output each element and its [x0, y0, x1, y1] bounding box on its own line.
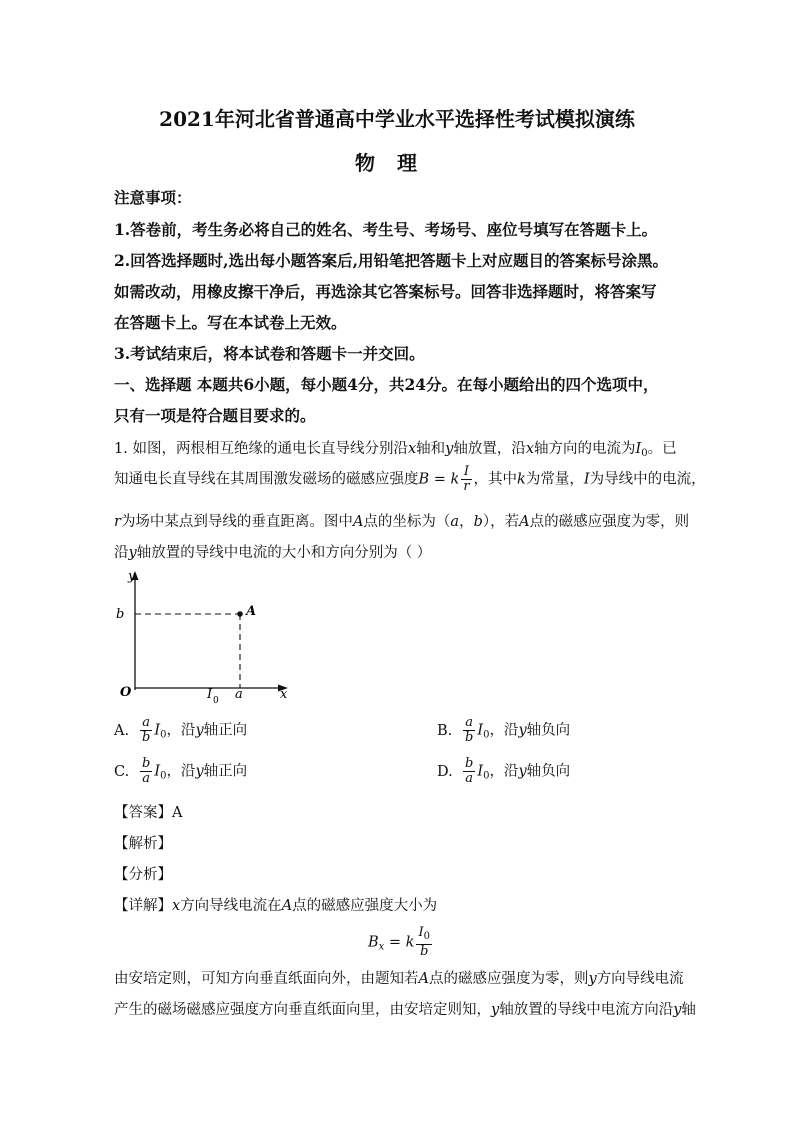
analysis-label: 【解析】: [114, 836, 172, 852]
question-line-4: 沿y轴放置的导线中电流的大小和方向分别为（ ）: [114, 545, 432, 561]
answer-line: [114, 801, 182, 822]
notice-item-3: 3.考试结束后，将本试卷和答题卡一并交回。: [114, 344, 425, 363]
answer-label: 【答案】: [114, 805, 172, 821]
x-axis-label: x: [280, 687, 288, 702]
y-axis-label: y: [128, 569, 136, 584]
section-heading-cont: 只有一项是符合题目要求的。: [114, 406, 316, 425]
detail-line-3: 产生的磁场磁感应强度方向垂直纸面向里，由安培定则知，y轴放置的导线中电流方向沿y轴: [114, 1002, 696, 1018]
option-a: A. $\frac{a}{b}$ $I_0$，沿y轴正向: [114, 715, 248, 745]
notice-item-2-cont: 如需改动，用橡皮擦干净后，再选涂其它答案标号。回答非选择题时，将答案写: [114, 282, 657, 301]
detail-line-1: 【详解】x方向导线电流在A点的磁感应强度大小为: [114, 898, 438, 914]
formula-bx: $B_x = k$ $\frac{I_0}{b}$: [368, 925, 430, 959]
question-line-1: 1. 如图，两根相互绝缘的通电长直导线分别沿x轴和y轴放置，沿x轴方向的电流为$I_0$。已: [114, 441, 677, 459]
question-line-2: 知通电长直导线在其周围激发磁场的磁感应强度B = k $\frac{I}{r}$ ，其中k为常量，I为导线中的电流，: [114, 464, 706, 494]
coordinate-figure: [112, 565, 302, 710]
exam-title: 2021年河北省普通高中学业水平选择性考试模拟演练: [159, 107, 635, 131]
notice-item-2: 2.回答选择题时,选出每小题答案后,用铅笔把答题卡上对应题目的答案标号涂黑。: [114, 251, 668, 270]
subject-title: 物理: [355, 151, 439, 175]
point-a-label: A: [246, 604, 257, 619]
origin-label: O: [120, 685, 132, 700]
section-heading: 一、选择题 本题共6小题，每小题4分，共24分。在每小题给出的四个选项中，: [114, 375, 659, 394]
notice-item-2-cont2: 在答题卡上。写在本试卷上无效。: [114, 313, 347, 332]
detail-line-2: 由安培定则，可知方向垂直纸面向外，由题知若A点的磁感应强度为零，则y方向导线电流: [114, 971, 684, 987]
option-c: C. $\frac{b}{a}$ $I_0$，沿y轴正向: [114, 756, 248, 786]
answer-value: A: [172, 805, 183, 821]
current-subscript: 0: [213, 696, 219, 706]
question-line-3: r为场中某点到导线的垂直距离。图中A点的坐标为（a，b），若A点的磁感应强度为零，则: [114, 514, 690, 530]
point-a: [237, 611, 243, 617]
option-d: D. $\frac{b}{a}$ $I_0$，沿y轴负向: [437, 756, 571, 786]
notice-item-1: 1.答卷前，考生务必将自己的姓名、考生号、考场号、座位号填写在答题卡上。: [114, 220, 658, 239]
a-label: a: [235, 687, 243, 702]
notice-heading: 注意事项：: [114, 188, 192, 207]
b-label: b: [116, 607, 125, 622]
fenxi-label: 【分析】: [114, 867, 172, 883]
current-label: I: [207, 687, 213, 702]
formula-fraction: $\frac{I}{r}$: [463, 464, 470, 494]
option-b: B. $\frac{a}{b}$ $I_0$，沿y轴负向: [437, 715, 571, 745]
